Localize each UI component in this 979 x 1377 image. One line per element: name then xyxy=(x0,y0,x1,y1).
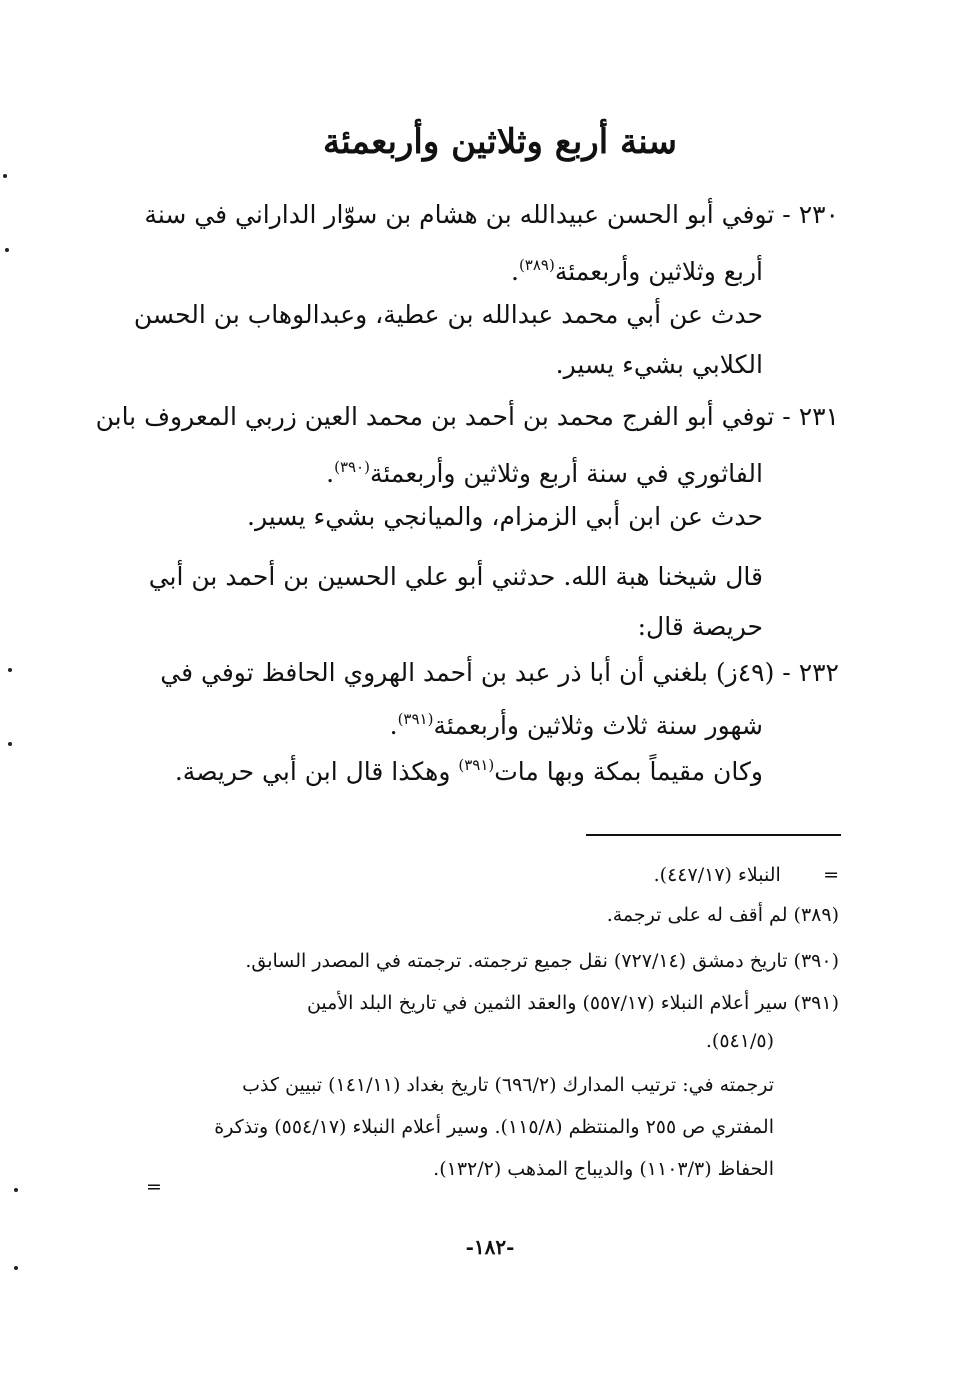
entry-231-line-3 xyxy=(139,492,763,542)
footnote-389: (٣٨٩) لم أقف له على ترجمة. xyxy=(606,904,839,926)
footnote-391-line-2: (٥٤١/٥). xyxy=(705,1030,774,1052)
entry-231-text-3: حدث عن ابن أبي الزمزام، والميانجي بشيء يسير. xyxy=(247,502,763,531)
entry-231-text-2-end: . xyxy=(326,459,335,488)
entry-231-line-1 xyxy=(95,392,839,442)
entry-230-text-2-end: . xyxy=(510,257,519,286)
entry-232-line-3 xyxy=(139,740,763,797)
entry-232-text-3: وكان مقيماً بمكة وبها مات xyxy=(494,757,763,786)
entry-231-text-1: توفي أبو الفرج محمد بن أحمد بن محمد العين زربي المعروف بابن xyxy=(95,402,775,431)
entry-230-text-1: توفي أبو الحسن عبيدالله بن هشام بن سوّار الداراني في سنة xyxy=(144,200,775,229)
entry-230-text-2: أربع وثلاثين وأربعمئة xyxy=(554,257,763,286)
entry-230-line-2 xyxy=(139,240,763,297)
page-number: -١٨٢- xyxy=(465,1235,515,1259)
entry-230-line-1 xyxy=(139,190,839,240)
scan-speck xyxy=(8,668,12,672)
footnote-ref-390[interactable]: (٣٩٠) xyxy=(334,458,370,476)
footnote-391-line-5: الحفاظ (١١٠٣/٣) والديباج المذهب (١٣٢/٢). xyxy=(433,1158,774,1180)
footnote-divider xyxy=(586,834,841,836)
entry-230-text-4: الكلابي بشيء يسير. xyxy=(555,350,763,379)
narrative-line-1: قال شيخنا هبة الله. حدثني أبو علي الحسين بن أحمد بن أبي xyxy=(148,562,763,591)
footnote-ref-391[interactable]: (٣٩١) xyxy=(397,710,434,728)
entry-231-number: ٢٣١ - xyxy=(782,402,839,431)
entry-230-text-3: حدث عن أبي محمد عبدالله بن عطية، وعبدالوهاب بن الحسن xyxy=(133,300,763,329)
entry-232-text-1: (٤٩ز) بلغني أن أبا ذر عبد بن أحمد الهروي الحافظ توفي في xyxy=(160,658,775,687)
footnote-390: (٣٩٠) تاريخ دمشق (٧٢٧/١٤) نقل جميع ترجمته. ترجمته في المصدر السابق. xyxy=(245,950,839,972)
entry-231-text-2: الفاثوري في سنة أربع وثلاثين وأربعمئة xyxy=(369,459,763,488)
footnote-ref-389[interactable]: (٣٨٩) xyxy=(518,256,555,274)
entry-232-text-2: شهور سنة ثلاث وثلاثين وأربعمئة xyxy=(433,711,763,740)
entry-232-line-1 xyxy=(139,648,839,698)
entry-230-number: ٢٣٠ - xyxy=(782,200,839,229)
footnote-391-line-3: ترجمته في: ترتيب المدارك (٦٩٦/٢) تاريخ بغداد (١٤١/١١) تبيين كذب xyxy=(242,1074,774,1096)
footnote-continued xyxy=(139,858,839,892)
footnote-continued-eq: = xyxy=(823,864,839,886)
footnote-continued-text: النبلاء (٤٤٧/١٧). xyxy=(653,864,781,886)
page-title: سنة أربع وثلاثين وأربعمئة xyxy=(323,122,677,162)
entry-231-line-2 xyxy=(139,442,763,499)
scan-speck xyxy=(5,248,9,252)
entry-232-text-2-end: . xyxy=(389,711,398,740)
footnote-continues-eq: = xyxy=(146,1176,162,1198)
entry-232-text-3-end: وهكذا قال ابن أبي حريصة. xyxy=(174,757,459,786)
narrative-line-2: حريصة قال: xyxy=(637,612,763,641)
scan-speck xyxy=(14,1266,18,1270)
scan-speck xyxy=(3,174,7,178)
entry-232-number: ٢٣٢ - xyxy=(782,658,839,687)
entry-230-line-4 xyxy=(139,340,763,390)
entry-230-line-3 xyxy=(133,290,763,340)
scan-speck xyxy=(14,1188,18,1192)
footnote-391-line-4: المفتري ص ٢٥٥ والمنتظم (١١٥/٨). وسير أعلام النبلاء (٥٥٤/١٧) وتذكرة xyxy=(214,1116,774,1138)
footnote-ref-391-b[interactable]: (٣٩١) xyxy=(458,756,495,774)
footnote-391-line-1: (٣٩١) سير أعلام النبلاء (٥٥٧/١٧) والعقد الثمين في تاريخ البلد الأمين xyxy=(306,992,839,1014)
scan-speck xyxy=(8,742,12,746)
